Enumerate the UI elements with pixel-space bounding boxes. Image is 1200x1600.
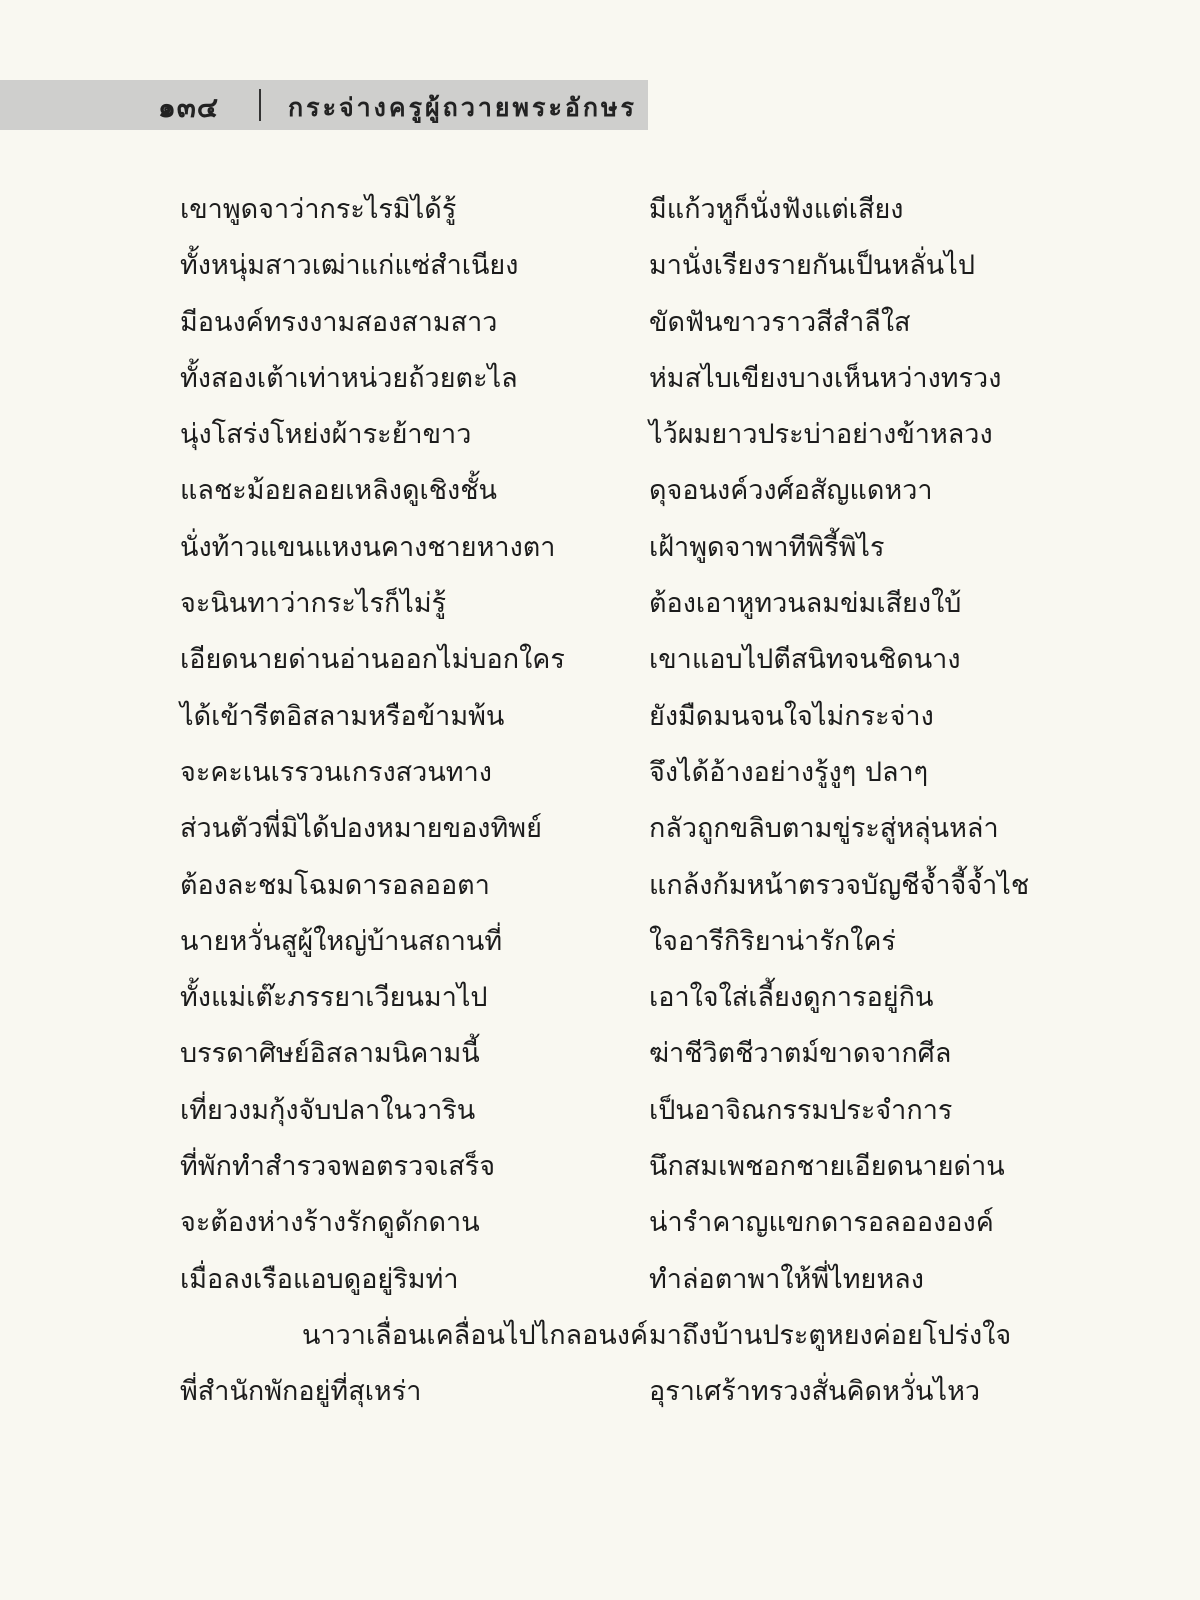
verse-line-left: ส่วนตัวพี่มิได้ปองหมายของทิพย์ xyxy=(180,813,542,845)
verse-line-right: เป็นอาจิณกรรมประจำการ xyxy=(649,1094,953,1126)
verse-line-left: เขาพูดจาว่ากระไรมิได้รู้ xyxy=(180,194,457,225)
verse-line-left: บรรดาศิษย์อิสลามนิคามนี้ xyxy=(180,1038,480,1070)
verse-line-left: ทั้งหนุ่มสาวเฒ่าแก่แซ่สำเนียง xyxy=(180,250,519,282)
verse-row xyxy=(0,1139,1200,1195)
verse-line-left: จะต้องห่างร้างรักดูดักดาน xyxy=(180,1207,480,1239)
verse-line-right: ไว้ผมยาวประบ่าอย่างข้าหลวง xyxy=(649,419,993,451)
verse-row xyxy=(0,914,1200,970)
verse-line-right: ต้องเอาหูทวนลมข่มเสียงใบ้ xyxy=(649,588,962,620)
verse-line-right: มานั่งเรียงรายกันเป็นหลั่นไป xyxy=(649,250,975,282)
verse-line-right: มีแก้วหูก็นั่งฟังแต่เสียง xyxy=(649,194,904,225)
verse-line-right: ห่มสไบเขียงบางเห็นหว่างทรวง xyxy=(649,362,1002,394)
verse-line-left: ได้เข้ารีตอิสลามหรือข้ามพ้น xyxy=(180,700,505,732)
verse-line-right: จึงได้อ้างอย่างรู้งูๆ ปลาๆ xyxy=(649,756,929,788)
verse-line-left: ทั้งสองเต้าเท่าหน่วยถ้วยตะไล xyxy=(180,362,518,394)
verse-line-right: ยังมืดมนจนใจไม่กระจ่าง xyxy=(649,700,934,732)
verse-line-right: มาถึงบ้านประตูหยงค่อยโปร่งใจ xyxy=(649,1319,1012,1351)
verse-line-right: ขัดฟันขาวราวสีสำลีใส xyxy=(649,306,911,338)
verse-line-left: แลชะม้อยลอยเหลิงดูเชิงชั้น xyxy=(180,475,497,507)
verse-row xyxy=(0,1026,1200,1082)
book-title: กระจ่างครูผู้ถวายพระอักษร xyxy=(288,93,637,122)
verse-line-left: นั่งท้าวแขนแหงนคางชายหางตา xyxy=(180,531,556,563)
verse-row xyxy=(0,745,1200,801)
verse-row xyxy=(0,1364,1200,1420)
verse-row xyxy=(0,801,1200,857)
verse-line-left: เมื่อลงเรือแอบดูอยู่ริมท่า xyxy=(180,1263,459,1295)
verse-line-left: เที่ยวงมกุ้งจับปลาในวาริน xyxy=(180,1094,476,1126)
verse-line-right: เฝ้าพูดจาพาทีพิรี้พิไร xyxy=(649,531,885,563)
verse-line-left: จะนินทาว่ากระไรก็ไม่รู้ xyxy=(180,588,447,620)
verse-row xyxy=(0,520,1200,576)
verse-row xyxy=(0,1308,1200,1364)
verse-line-right: อุราเศร้าทรวงสั่นคิดหวั่นไหว xyxy=(649,1376,981,1408)
verse-line-left: ต้องละชมโฉมดารอลออตา xyxy=(180,869,490,901)
verse-row xyxy=(0,295,1200,351)
verse-line-right: เขาแอบไปตีสนิทจนชิดนาง xyxy=(649,644,961,676)
poem-body xyxy=(0,182,1200,1421)
verse-line-left: เอียดนายด่านอ่านออกไม่บอกใคร xyxy=(180,644,565,676)
verse-line-left: นาวาเลื่อนเคลื่อนไปไกลอนงค์ xyxy=(302,1319,649,1351)
verse-row xyxy=(0,1252,1200,1308)
verse-line-right: เอาใจใส่เลี้ยงดูการอยู่กิน xyxy=(649,982,934,1014)
verse-line-right: กลัวถูกขลิบตามขู่ระสู่หลุ่นหล่า xyxy=(649,813,999,845)
verse-row xyxy=(0,576,1200,632)
verse-line-right: น่ารำคาญแขกดารอลอององค์ xyxy=(649,1207,994,1239)
verse-row xyxy=(0,463,1200,519)
verse-row xyxy=(0,238,1200,294)
verse-row xyxy=(0,970,1200,1026)
verse-line-left: ทั้งแม่เต๊ะภรรยาเวียนมาไป xyxy=(180,982,488,1014)
verse-row xyxy=(0,1083,1200,1139)
verse-line-right: ทำล่อตาพาให้พี่ไทยหลง xyxy=(649,1263,924,1295)
verse-line-right: นึกสมเพชอกชายเอียดนายด่าน xyxy=(649,1151,1005,1183)
verse-row xyxy=(0,182,1200,238)
page-number: ๑๓๔ xyxy=(158,91,220,124)
verse-line-right: ใจอารีกิริยาน่ารักใคร่ xyxy=(649,925,896,957)
verse-line-left: นุ่งโสร่งโหย่งผ้าระย้าขาว xyxy=(180,419,472,451)
verse-line-right: แกล้งก้มหน้าตรวจบัญชีจ้ำจี้จ้ำไช xyxy=(649,869,1030,901)
verse-line-left: จะคะเนเรรวนเกรงสวนทาง xyxy=(180,756,492,788)
verse-row xyxy=(0,858,1200,914)
verse-row xyxy=(0,632,1200,688)
header-divider xyxy=(259,89,261,121)
verse-line-left: พี่สำนักพักอยู่ที่สุเหร่า xyxy=(180,1376,422,1408)
verse-line-right: ดุจอนงค์วงศ์อสัญแดหวา xyxy=(649,475,933,507)
verse-line-left: นายหวั่นสูผู้ใหญ่บ้านสถานที่ xyxy=(180,925,503,957)
verse-line-left: มีอนงค์ทรงงามสองสามสาว xyxy=(180,306,498,338)
verse-line-left: ที่พักทำสำรวจพอตรวจเสร็จ xyxy=(180,1151,496,1183)
verse-row xyxy=(0,1195,1200,1251)
verse-row xyxy=(0,351,1200,407)
verse-row xyxy=(0,407,1200,463)
verse-line-right: ฆ่าชีวิตชีวาตม์ขาดจากศีล xyxy=(649,1038,952,1070)
verse-row xyxy=(0,689,1200,745)
